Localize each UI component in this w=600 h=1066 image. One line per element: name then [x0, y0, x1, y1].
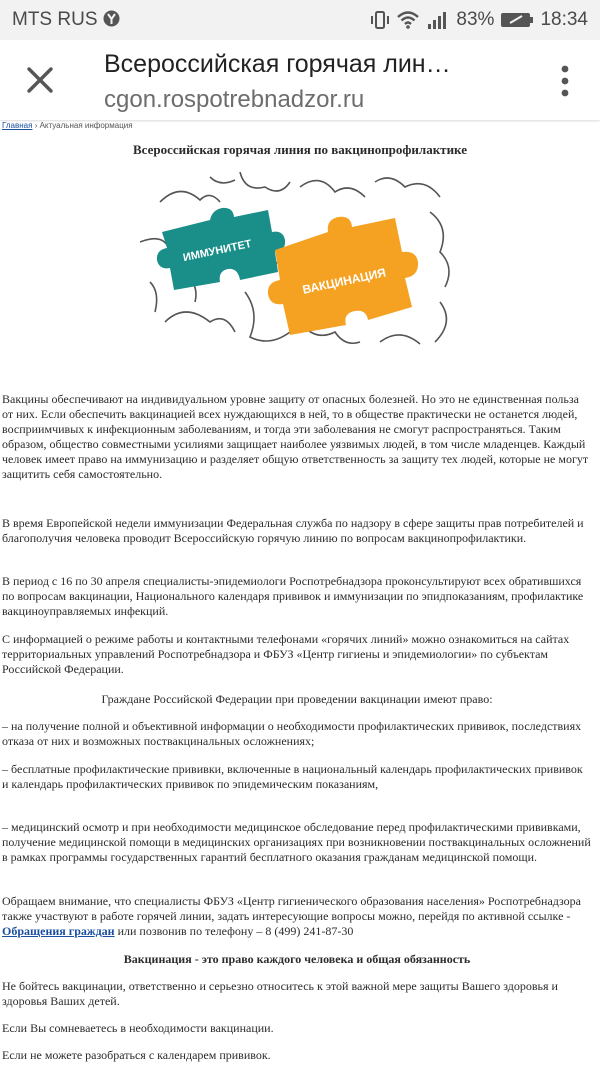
bold-heading: Вакцинация - это право каждого человека и общая обязанность	[123, 952, 471, 966]
paragraph-hotline-info: С информацией о режиме работы и контактными телефонами «горячих линий» можно ознакомиться на сайтах территориальных управлений Роспотребнадзора и ФБУЗ «Центр гигиены и эпидемиологии» по субъектам Российской Федерации.	[2, 632, 570, 676]
status-icons	[370, 9, 588, 31]
paragraph-phone-text: или позвонив по телефону – 8 (499) 241-87-30	[114, 924, 354, 938]
yandex-icon	[103, 10, 120, 27]
paragraph-vaccines-benefit: Вакцины обеспечивают на индивидуальном уровне защиту от опасных болезней. Но это не единственная польза от них. Если обеспечить вакцинацией всех нуждающихся в ней, то в обществе практически не останется людей, восприимчивых к инфекционным заболеваниям, и тогда эти заболевания не смогут распространяться. Таким образом, общество совместными усилиями защищает наиболее уязвимых людей, в том числе младенцев. Каждый человек имеет право на иммунизацию и разделяет общую ответственность за защиту тех людей, которые не могут защитить себя самостоятельно.	[2, 392, 589, 481]
breadcrumb-home-link[interactable]: Главная	[2, 121, 33, 130]
browser-toolbar	[0, 40, 600, 120]
svg-text:ВАКЦИНАЦИЯ: ВАКЦИНАЦИЯ	[301, 265, 388, 297]
paragraph-if-doubt: Если Вы сомневаетесь в необходимости вакцинации.	[2, 1021, 274, 1035]
close-icon[interactable]	[22, 62, 58, 98]
url-display[interactable]: cgon.rospotrebnadzor.ru	[104, 86, 365, 113]
citizen-appeals-link[interactable]: Обращения граждан	[2, 924, 115, 938]
svg-text:ИММУНИТЕТ: ИММУНИТЕТ	[182, 237, 253, 265]
more-options-icon[interactable]	[560, 64, 570, 98]
right-item-medical-exam: – медицинский осмотр и при необходимости медицинское обследование перед профилактическими прививками, получение медицинской помощи в медицинских организациях при возникновении поствакцинальных осложнений в рамках программы государственных гарантий бесплатного оказания гражданам медицинской помощи.	[2, 820, 591, 864]
tab-title: Всероссийская горячая лин…	[104, 50, 451, 78]
battery-icon	[500, 11, 534, 29]
paragraph-calendar: Если не можете разобраться с календарем прививок.	[2, 1048, 271, 1062]
paragraph-hotline-participation	[2, 894, 592, 939]
rights-heading: Граждане Российской Федерации при проведении вакцинации имеют право:	[101, 692, 493, 706]
breadcrumb-current: Актуальная информация	[39, 121, 133, 130]
status-bar	[0, 0, 600, 40]
paragraph-consultation-period: В период с 16 по 30 апреля специалисты-эпидемиологи Роспотребнадзора проконсультируют всех обратившихся по вопросам вакцинации, Национального календаря прививок и иммунизации по эпидпоказаниям, профилактике вакциноуправляемых инфекций.	[2, 574, 584, 618]
clock: 18:34	[540, 9, 588, 30]
paragraph-do-not-fear: Не бойтесь вакцинации, ответственно и серьезно относитесь к этой важной мере защиты Вашего здоровья и здоровья Ваших детей.	[2, 979, 558, 1008]
breadcrumb-separator: ›	[34, 121, 38, 130]
paragraph-hotline-text: Обращаем внимание, что специалисты ФБУЗ «Центр гигиенического образования населения» Роспотребнадзора также участвуют в работе горячей линии, задать интересующие вопросы можно, перейдя по активной ссылке -	[2, 894, 582, 923]
carrier-label: MTS RUS	[12, 9, 120, 31]
vibrate-icon	[370, 10, 390, 30]
paragraph-european-week: В время Европейской недели иммунизации Федеральная служба по надзору в сфере защиты прав потребителей и благополучия человека проводит Всероссийскую горячую линию по вопросам вакцинопрофилактики.	[2, 516, 584, 545]
right-item-information: – на получение полной и объективной информации о необходимости профилактических прививок, последствиях отказа от них и возможных поствакцинальных осложнениях;	[2, 719, 582, 748]
signal-icon	[426, 10, 450, 30]
battery-percent: 83%	[456, 9, 495, 30]
wifi-icon	[396, 10, 420, 30]
right-item-free-vaccines: – бесплатные профилактические прививки, включенные в национальный календарь профилактических прививок и календарь профилактических прививок по эпидемическим показаниям,	[2, 762, 583, 791]
puzzle-hero-image	[140, 172, 460, 352]
breadcrumb	[2, 121, 133, 130]
article-title: Всероссийская горячая линия по вакцинопрофилактике	[133, 142, 467, 157]
